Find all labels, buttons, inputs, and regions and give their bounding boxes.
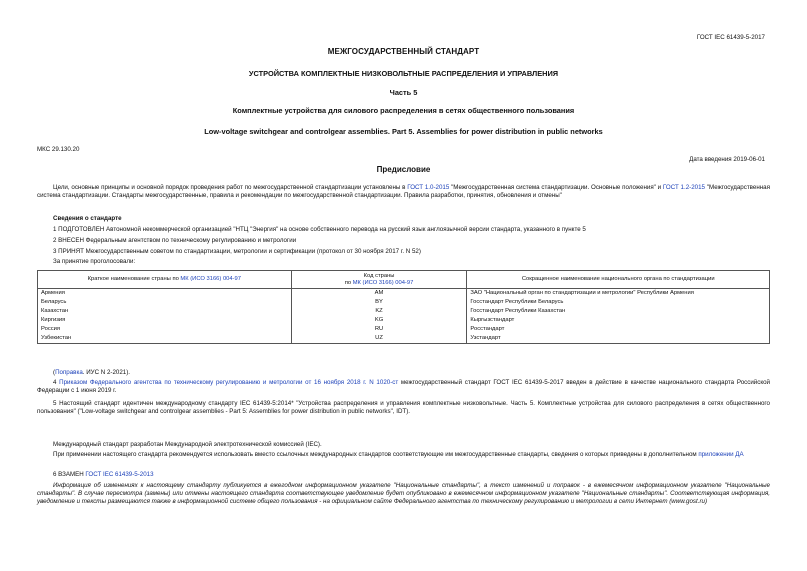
body-cell: Росстандарт bbox=[467, 325, 770, 334]
order-link[interactable]: Приказом Федерального агентства по техническому регулированию и метрологии от 16 ноября 2018 г. N 1020-ст bbox=[59, 379, 399, 386]
body-cell: Узстандарт bbox=[467, 334, 770, 344]
intro-date: Дата введения 2019-06-01 bbox=[689, 156, 765, 163]
table-row bbox=[38, 289, 770, 299]
body-cell: ЗАО "Национальный орган по стандартизации и метрологии" Республики Армения bbox=[467, 289, 770, 299]
item-5: 5 Настоящий стандарт идентичен международному стандарту IEC 61439-5:2014* "Устройства распределения и управления комплектные низковольтные. Часть 5. Комплектные устройства для силового распределения в сетях общественного пользования" ("Low-voltage switchgear and controlgear assemblies - Part 5: Assemblies for power distribution in public networks", IDT). bbox=[37, 400, 770, 415]
code-cell: AM bbox=[291, 289, 467, 299]
body-cell: Госстандарт Республики Беларусь bbox=[467, 298, 770, 307]
country-cell: Киргизия bbox=[38, 316, 292, 325]
code-cell: BY bbox=[291, 298, 467, 307]
info-heading: Сведения о стандарте bbox=[53, 215, 122, 222]
country-cell: Армения bbox=[38, 289, 292, 299]
col-country-header: Краткое наименование страны по МК (ИСО 3166) 004-97 bbox=[38, 271, 292, 289]
goals-paragraph bbox=[37, 184, 770, 200]
mk-iso-link-2[interactable]: МК (ИСО 3166) 004-97 bbox=[352, 279, 414, 286]
table-row bbox=[38, 298, 770, 307]
goals-text-1: Цели, основные принципы и основной порядок проведения работ по межгосударственной стандартизации установлены в bbox=[53, 184, 408, 191]
part-title: Часть 5 bbox=[389, 88, 418, 97]
interstate-heading: МЕЖГОСУДАРСТВЕННЫЙ СТАНДАРТ bbox=[327, 47, 480, 56]
code-cell: KZ bbox=[291, 307, 467, 316]
mk-iso-link-1[interactable]: МК (ИСО 3166) 004-97 bbox=[180, 276, 242, 283]
item-1: 1 ПОДГОТОВЛЕН Автономной некоммерческой организацией "НТЦ "Энергия" на основе собственного перевода на русский язык англоязычной версии стандарта, указанного в пункте 5 bbox=[53, 226, 586, 233]
mks-code: МКС 29.130.20 bbox=[37, 146, 80, 153]
table-row bbox=[38, 307, 770, 316]
table-row bbox=[38, 316, 770, 325]
table-row bbox=[38, 325, 770, 334]
table-row bbox=[38, 334, 770, 344]
code-cell: UZ bbox=[291, 334, 467, 344]
goals-text-3: "Межгосударственная система стандартизации. Стандарты межгосударственные, правила и рекомендации по межгосударственной стандартизации. Правила разработки, принятия, обновления и отмены" bbox=[37, 184, 770, 199]
item-4: 4 Приказом Федерального агентства по техническому регулированию и метрологии от 16 ноября 2018 г. N 1020-ст межгосударственный стандарт ГОСТ IEC 61439-5-2017 введен в действие в качестве национального стандарта Российской Федерации с 1 июня 2019 г. bbox=[37, 379, 770, 394]
amendment-note: (Поправка. ИУС N 2-2021). bbox=[53, 369, 131, 376]
country-cell: Казахстан bbox=[38, 307, 292, 316]
gost-number: ГОСТ IEC 61439-5-2017 bbox=[696, 34, 765, 41]
voted-label: За принятие проголосовали: bbox=[53, 258, 136, 265]
notice-paragraph: Информация об изменениях к настоящему стандарту публикуется в ежегодном информационном указателе "Национальные стандарты", а текст изменений и поправок - в ежемесячном информационном указателе "Национальные стандарты". В случае пересмотра (замены) или отмены настоящего стандарта соответствующее уведомление будет опубликовано в ежемесячном информационном указателе "Национальные стандарты". Соответствующая информация, уведомление и тексты размещаются также в информационной системе общего пользования - на официальном сайте Федерального агентства по техническому регулированию и метрологии в сети Интернет (www.gost.ru) bbox=[37, 482, 770, 505]
country-cell: Россия bbox=[38, 325, 292, 334]
gost-2013-link[interactable]: ГОСТ IEC 61439-5-2013 bbox=[85, 471, 154, 478]
appendix-da-link[interactable]: приложении ДА bbox=[698, 451, 744, 458]
country-cell: Беларусь bbox=[38, 298, 292, 307]
item-3: 3 ПРИНЯТ Межгосударственным советом по стандартизации, метрологии и сертификации (протокол от 30 ноября 2017 г. N 52) bbox=[53, 248, 421, 255]
item-6: 6 ВЗАМЕН ГОСТ IEC 61439-5-2013 bbox=[53, 471, 154, 478]
code-cell: KG bbox=[291, 316, 467, 325]
country-cell: Узбекистан bbox=[38, 334, 292, 344]
iec-developed: Международный стандарт разработан Международной электротехнической комиссией (IEC). bbox=[53, 441, 322, 448]
countries-table bbox=[37, 270, 770, 344]
gost-1-0-link[interactable]: ГОСТ 1.0-2015 bbox=[407, 184, 450, 191]
main-title: УСТРОЙСТВА КОМПЛЕКТНЫЕ НИЗКОВОЛЬТНЫЕ РАСПРЕДЕЛЕНИЯ И УПРАВЛЕНИЯ bbox=[248, 69, 559, 78]
refs-paragraph: При применении настоящего стандарта рекомендуется использовать вместо ссылочных международных стандартов соответствующие им межгосударственные стандарты, сведения о которых приведены в дополнительном приложении ДА bbox=[53, 451, 744, 458]
goals-text-2: "Межгосударственная система стандартизации. Основные положения" и bbox=[449, 184, 663, 191]
table-header-row bbox=[38, 271, 770, 289]
body-cell: Госстандарт Республики Казахстан bbox=[467, 307, 770, 316]
item-2: 2 ВНЕСЕН Федеральным агентством по техническому регулированию и метрологии bbox=[53, 237, 297, 244]
col-body-header: Сокращенное наименование национального органа по стандартизации bbox=[467, 271, 770, 289]
subtitle-en: Low-voltage switchgear and controlgear assemblies. Part 5. Assemblies for power distribution in public networks bbox=[204, 127, 603, 136]
code-cell: RU bbox=[291, 325, 467, 334]
gost-1-2-link[interactable]: ГОСТ 1.2-2015 bbox=[662, 184, 705, 191]
amendment-link[interactable]: Поправка bbox=[55, 369, 83, 376]
col-code-header: Код страны по МК (ИСО 3166) 004-97 bbox=[291, 271, 467, 289]
preface-title: Предисловие bbox=[376, 165, 431, 174]
body-cell: Кыргызстандарт bbox=[467, 316, 770, 325]
subtitle-ru: Комплектные устройства для силового распределения в сетях общественного пользования bbox=[232, 106, 575, 115]
